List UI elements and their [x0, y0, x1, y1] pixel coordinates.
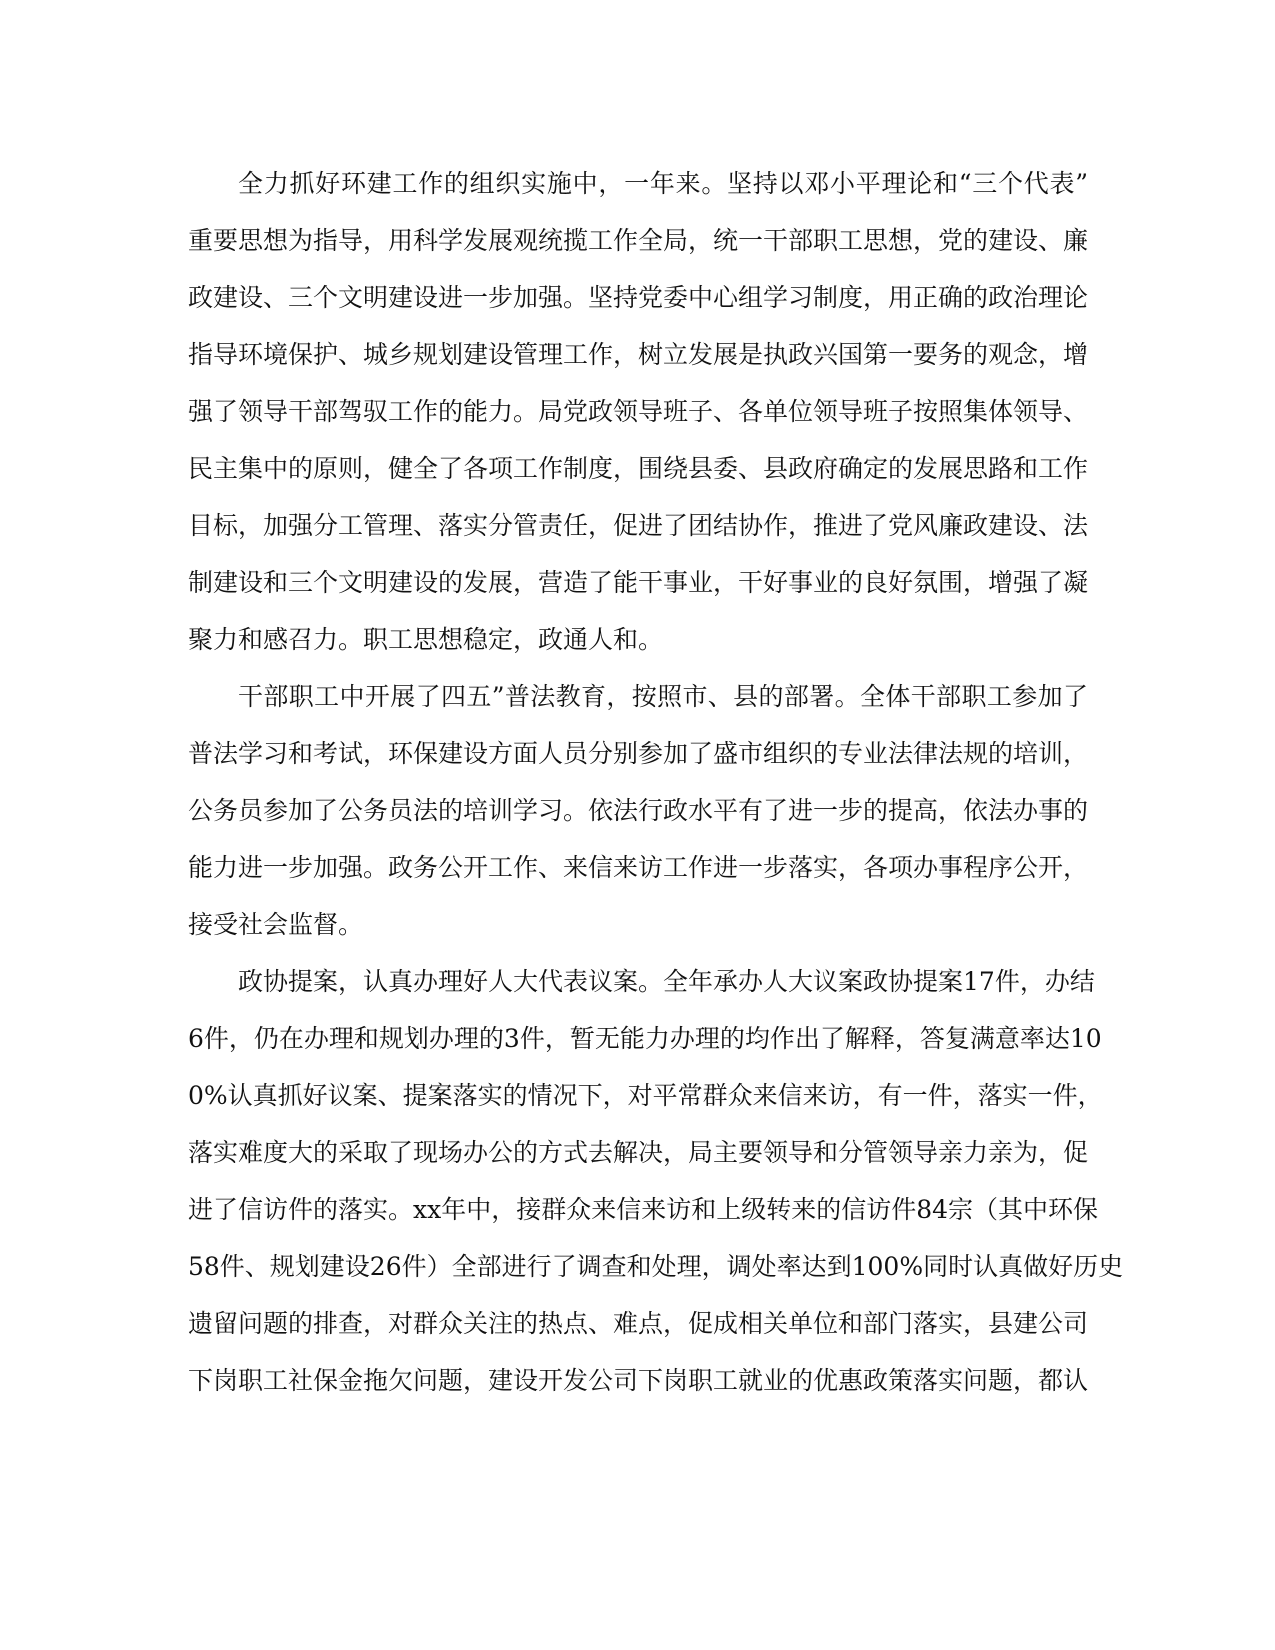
paragraph-1-line-7: 目标，加强分工管理、落实分管责任，促进了团结协作，推进了党风廉政建设、法: [188, 511, 1089, 540]
paragraph-3-line-1: 政协提案，认真办理好人大代表议案。全年承办人大议案政协提案17件，办结: [238, 967, 1095, 996]
paragraph-1-line-6: 民主集中的原则，健全了各项工作制度，围绕县委、县政府确定的发展思路和工作: [188, 454, 1089, 483]
paragraph-3-line-5: 进了信访件的落实。xx年中，接群众来信来访和上级转来的信访件84宗（其中环保: [188, 1195, 1099, 1224]
paragraph-1-line-4: 指导环境保护、城乡规划建设管理工作，树立发展是执政兴国第一要务的观念，增: [188, 340, 1089, 369]
paragraph-3-line-3: 0%认真抓好议案、提案落实的情况下，对平常群众来信来访，有一件，落实一件，: [188, 1081, 1103, 1110]
paragraph-3-line-8: 下岗职工社保金拖欠问题，建设开发公司下岗职工就业的优惠政策落实问题，都认: [188, 1366, 1089, 1395]
paragraph-1-line-3: 政建设、三个文明建设进一步加强。坚持党委中心组学习制度，用正确的政治理论: [188, 283, 1089, 312]
paragraph-1-line-9: 聚力和感召力。职工思想稳定，政通人和。: [188, 625, 664, 654]
paragraph-1-line-8: 制建设和三个文明建设的发展，营造了能干事业，干好事业的良好氛围，增强了凝: [188, 568, 1089, 597]
paragraph-1-line-2: 重要思想为指导，用科学发展观统揽工作全局，统一干部职工思想，党的建设、廉: [188, 226, 1089, 255]
paragraph-3-line-6: 58件、规划建设26件）全部进行了调查和处理，调处率达到100%同时认真做好历史: [188, 1252, 1124, 1281]
paragraph-1-line-5: 强了领导干部驾驭工作的能力。局党政领导班子、各单位领导班子按照集体领导、: [188, 397, 1089, 426]
paragraph-2-line-1: 干部职工中开展了四五”普法教育，按照市、县的部署。全体干部职工参加了: [238, 682, 1088, 711]
paragraph-2-line-3: 公务员参加了公务员法的培训学习。依法行政水平有了进一步的提高，依法办事的: [188, 796, 1089, 825]
paragraph-2-line-5: 接受社会监督。: [188, 910, 364, 939]
paragraph-2-line-2: 普法学习和考试，环保建设方面人员分别参加了盛市组织的专业法律法规的培训，: [188, 739, 1089, 768]
paragraph-2-line-4: 能力进一步加强。政务公开工作、来信来访工作进一步落实，各项办事程序公开，: [188, 853, 1089, 882]
paragraph-3-line-7: 遗留问题的排查，对群众关注的热点、难点，促成相关单位和部门落实，县建公司: [188, 1309, 1089, 1338]
paragraph-3-line-4: 落实难度大的采取了现场办公的方式去解决，局主要领导和分管领导亲力亲为，促: [188, 1138, 1089, 1167]
paragraph-3-line-2: 6件，仍在办理和规划办理的3件，暂无能力办理的均作出了解释，答复满意率达10: [188, 1024, 1102, 1053]
paragraph-1-line-1: 全力抓好环建工作的组织实施中，一年来。坚持以邓小平理论和“三个代表”: [238, 169, 1088, 198]
